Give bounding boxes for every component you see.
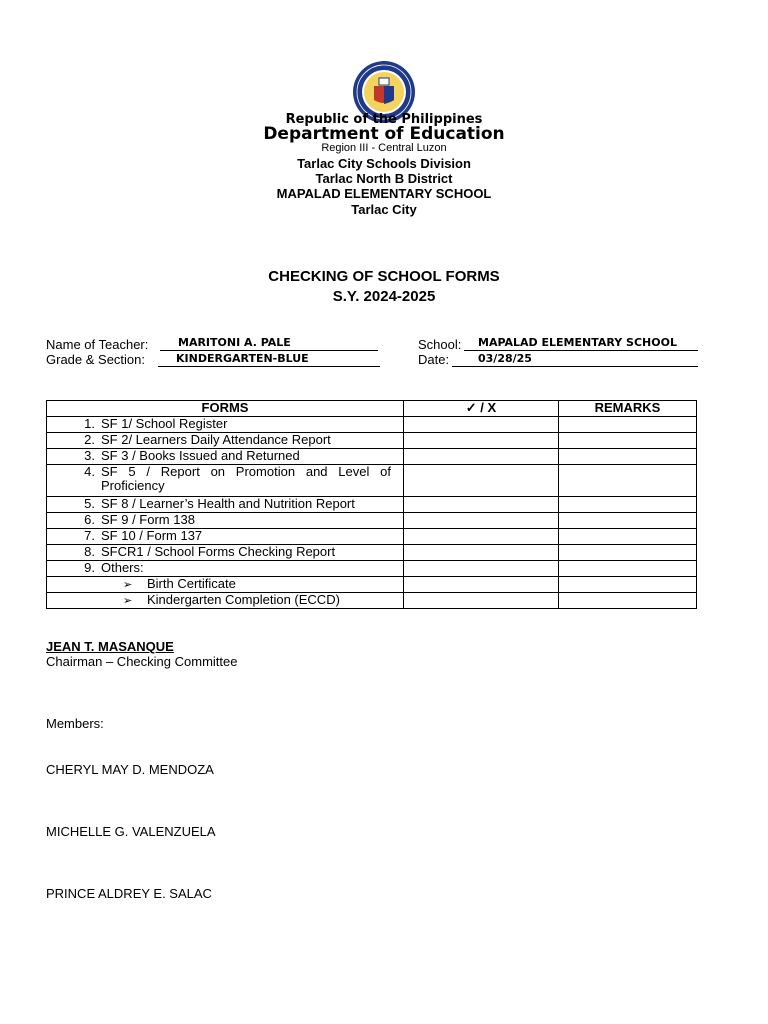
row-number: 3. — [84, 448, 95, 463]
date-label: Date: — [418, 352, 450, 367]
school-name-text: MAPALAD ELEMENTARY SCHOOL — [276, 186, 492, 201]
form-cell — [47, 465, 404, 497]
row-number: 9. — [84, 560, 95, 575]
grade-section-field[interactable]: KINDERGARTEN-BLUE — [158, 352, 380, 367]
school-year: S.Y. 2024-2025 — [332, 288, 436, 305]
remarks-cell[interactable] — [559, 545, 697, 561]
form-cell — [47, 577, 404, 593]
chairman-title: Chairman – Checking Committee — [46, 654, 238, 669]
city-text: Tarlac City — [351, 202, 417, 217]
check-cell[interactable] — [404, 561, 559, 577]
header-remarks: REMARKS — [559, 401, 697, 417]
row-number: 8. — [84, 544, 95, 559]
form-name: Others: — [101, 560, 144, 575]
table-header-row — [47, 401, 697, 417]
remarks-cell[interactable] — [559, 465, 697, 497]
form-cell — [47, 561, 404, 577]
member-name: PRINCE ALDREY E. SALAC — [46, 886, 212, 901]
department-heading: Department of Education — [263, 124, 505, 144]
form-name: SF 10 / Form 137 — [101, 528, 203, 543]
header-check: ✓ / X — [404, 401, 559, 417]
teacher-field[interactable]: MARITONI A. PALE — [160, 336, 378, 351]
arrow-bullet-icon: ➢ — [123, 595, 133, 607]
form-name: Birth Certificate — [147, 576, 236, 591]
member-name: MICHELLE G. VALENZUELA — [46, 824, 216, 839]
form-cell — [47, 417, 404, 433]
check-cell[interactable] — [404, 497, 559, 513]
check-cell[interactable] — [404, 433, 559, 449]
arrow-bullet-icon: ➢ — [123, 579, 133, 591]
remarks-cell[interactable] — [559, 593, 697, 609]
table-row — [47, 561, 697, 577]
check-cell[interactable] — [404, 529, 559, 545]
grade-section-label: Grade & Section: — [46, 352, 145, 367]
check-cell[interactable] — [404, 577, 559, 593]
table-row — [47, 433, 697, 449]
form-cell — [47, 593, 404, 609]
form-cell — [47, 497, 404, 513]
form-cell — [47, 545, 404, 561]
document-title: CHECKING OF SCHOOL FORMS — [268, 268, 500, 285]
remarks-cell[interactable] — [559, 417, 697, 433]
remarks-cell[interactable] — [559, 577, 697, 593]
table-row — [47, 417, 697, 433]
check-cell[interactable] — [404, 449, 559, 465]
check-cell[interactable] — [404, 417, 559, 433]
district-text: Tarlac North B District — [315, 171, 453, 186]
row-number: 5. — [84, 496, 95, 511]
remarks-cell[interactable] — [559, 529, 697, 545]
form-name: SF 8 / Learner’s Health and Nutrition Report — [101, 496, 355, 511]
region-text: Region III - Central Luzon — [321, 142, 447, 154]
row-number: 1. — [84, 416, 95, 431]
member-name: CHERYL MAY D. MENDOZA — [46, 762, 214, 777]
form-name: SFCR1 / School Forms Checking Report — [101, 544, 336, 559]
members-label: Members: — [46, 716, 104, 731]
forms-checklist-table — [46, 400, 697, 609]
remarks-cell[interactable] — [559, 561, 697, 577]
form-cell — [47, 449, 404, 465]
table-row — [47, 529, 697, 545]
form-name: SF 3 / Books Issued and Returned — [101, 448, 300, 463]
table-row — [47, 593, 697, 609]
table-row — [47, 497, 697, 513]
check-cell[interactable] — [404, 513, 559, 529]
remarks-cell[interactable] — [559, 513, 697, 529]
table-row — [47, 513, 697, 529]
remarks-cell[interactable] — [559, 433, 697, 449]
table-row — [47, 465, 697, 497]
row-number: 6. — [84, 512, 95, 527]
form-cell — [47, 433, 404, 449]
remarks-cell[interactable] — [559, 497, 697, 513]
check-cell[interactable] — [404, 465, 559, 497]
date-field[interactable]: 03/28/25 — [452, 352, 698, 367]
check-cell[interactable] — [404, 593, 559, 609]
school-field[interactable]: MAPALAD ELEMENTARY SCHOOL — [464, 336, 698, 351]
form-name: SF 2/ Learners Daily Attendance Report — [101, 432, 331, 447]
form-cell — [47, 529, 404, 545]
row-number: 2. — [84, 432, 95, 447]
form-name: SF 5 / Report on Promotion and Level of Proficiency — [101, 464, 391, 493]
row-number: 4. — [84, 464, 95, 479]
table-row — [47, 577, 697, 593]
division-text: Tarlac City Schools Division — [297, 156, 471, 171]
form-cell — [47, 513, 404, 529]
form-name: SF 9 / Form 138 — [101, 512, 195, 527]
republic-heading: Republic of the Philippines — [285, 112, 483, 127]
chairman-name: JEAN T. MASANQUE — [46, 639, 174, 654]
teacher-label: Name of Teacher: — [46, 337, 149, 352]
table-row — [47, 545, 697, 561]
remarks-cell[interactable] — [559, 449, 697, 465]
school-label: School: — [418, 337, 462, 352]
form-name: Kindergarten Completion (ECCD) — [147, 592, 340, 607]
table-row — [47, 449, 697, 465]
row-number: 7. — [84, 528, 95, 543]
form-name: SF 1/ School Register — [101, 416, 228, 431]
check-cell[interactable] — [404, 545, 559, 561]
header-forms: FORMS — [47, 401, 404, 417]
